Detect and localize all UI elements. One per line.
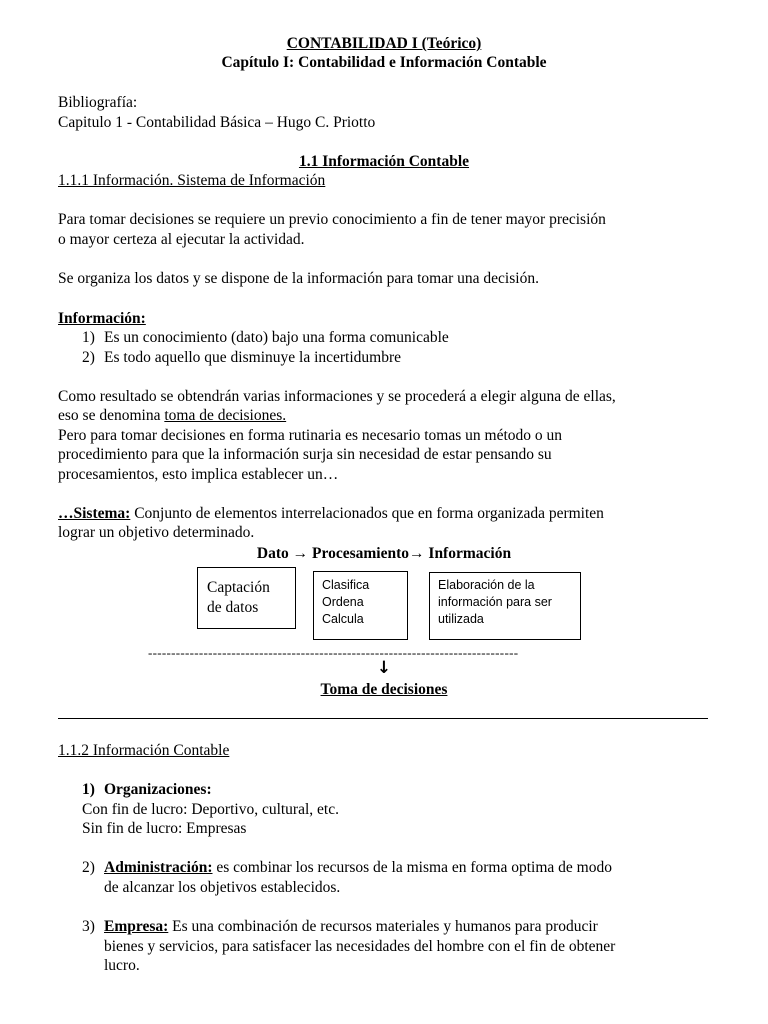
list-item: Es todo aquello que disminuye la incertidumbre	[104, 349, 402, 366]
administracion-label: Administración:	[104, 859, 213, 876]
list-line: bienes y servicios, para satisfacer las necesidades del hombre con el fin de obtener	[104, 938, 616, 955]
box-line: utilizada	[438, 612, 484, 626]
list-number: 3)	[82, 918, 95, 935]
list-line: de alcanzar los objetivos establecidos.	[104, 879, 341, 896]
flow-informacion: Información	[424, 545, 512, 562]
box-elaboracion	[429, 572, 581, 640]
paragraph-line: procedimiento para que la información surja sin necesidad de estar pensando su	[58, 446, 552, 463]
box-line: Clasifica	[322, 578, 370, 592]
bibliography-label: Bibliografía:	[58, 94, 138, 111]
bibliography-reference: Capitulo 1 - Contabilidad Básica – Hugo C. Priotto	[58, 114, 376, 131]
document-title: CONTABILIDAD I (Teórico)	[286, 35, 482, 52]
outcome-label: Toma de decisiones	[320, 681, 448, 698]
list-text: es combinar los recursos de la misma en forma optima de modo	[212, 859, 612, 876]
box-line: Ordena	[322, 595, 364, 609]
box-line: de datos	[207, 599, 259, 616]
paragraph-text: eso se denomina	[58, 407, 165, 424]
list-text: Es una combinación de recursos materiales y humanos para producir	[168, 918, 598, 935]
down-arrow-icon: ↓	[376, 658, 392, 678]
sistema-text: Conjunto de elementos interrelacionados que en forma organizada permiten	[130, 505, 604, 522]
sistema-definition	[58, 504, 604, 523]
paragraph-line: Pero para tomar decisiones en forma rutinaria es necesario tomas un método o un	[58, 427, 563, 444]
sistema-label: …Sistema:	[58, 505, 131, 522]
organizaciones-label: Organizaciones:	[104, 781, 212, 798]
list-number: 2)	[82, 349, 95, 366]
section-heading: 1.1 Información Contable	[298, 153, 470, 170]
toma-de-decisiones-term: toma de decisiones.	[164, 407, 287, 424]
box-line: Captación	[207, 579, 270, 596]
flow-procesamiento: Procesamiento	[308, 545, 410, 562]
list-item: Es un conocimiento (dato) bajo una forma comunicable	[104, 329, 449, 346]
subsection-heading: 1.1.1 Información. Sistema de Información	[58, 172, 326, 189]
box-captacion	[197, 567, 296, 629]
list-line: Sin fin de lucro: Empresas	[82, 820, 247, 837]
paragraph-line: Para tomar decisiones se requiere un previo conocimiento a fin de tener mayor precisión	[58, 211, 606, 228]
box-line: información para ser	[438, 595, 552, 609]
flow-dato: Dato	[256, 545, 293, 562]
box-line: Elaboración de la	[438, 578, 535, 592]
list-line	[104, 858, 612, 877]
paragraph-line: procesamientos, esto implica establecer un…	[58, 466, 339, 483]
list-line: lucro.	[104, 957, 140, 974]
right-arrow-icon: →	[409, 545, 425, 562]
info-label: Información:	[58, 310, 146, 327]
list-line	[104, 917, 598, 936]
paragraph-line: lograr un objetivo determinado.	[58, 524, 255, 541]
paragraph-line: Como resultado se obtendrán varias informaciones y se procederá a elegir alguna de ellas,	[58, 388, 616, 405]
paragraph-line	[58, 406, 286, 425]
empresa-label: Empresa:	[104, 918, 169, 935]
chapter-title: Capítulo I: Contabilidad e Información Contable	[221, 54, 547, 71]
box-line: Calcula	[322, 612, 364, 626]
dashed-divider: --------------------------------------------------------------------------------	[148, 645, 519, 660]
list-number: 1)	[82, 329, 95, 346]
box-procesamiento	[313, 571, 408, 640]
list-line: Con fin de lucro: Deportivo, cultural, etc.	[82, 801, 339, 818]
subsection-heading: 1.1.2 Información Contable	[58, 742, 230, 759]
flow-title	[0, 544, 768, 563]
list-number: 2)	[82, 859, 95, 876]
section-divider	[58, 718, 708, 719]
list-number: 1)	[82, 781, 95, 798]
right-arrow-icon: →	[292, 545, 309, 562]
paragraph-line: o mayor certeza al ejecutar la actividad.	[58, 231, 305, 248]
paragraph-line: Se organiza los datos y se dispone de la información para tomar una decisión.	[58, 270, 539, 287]
